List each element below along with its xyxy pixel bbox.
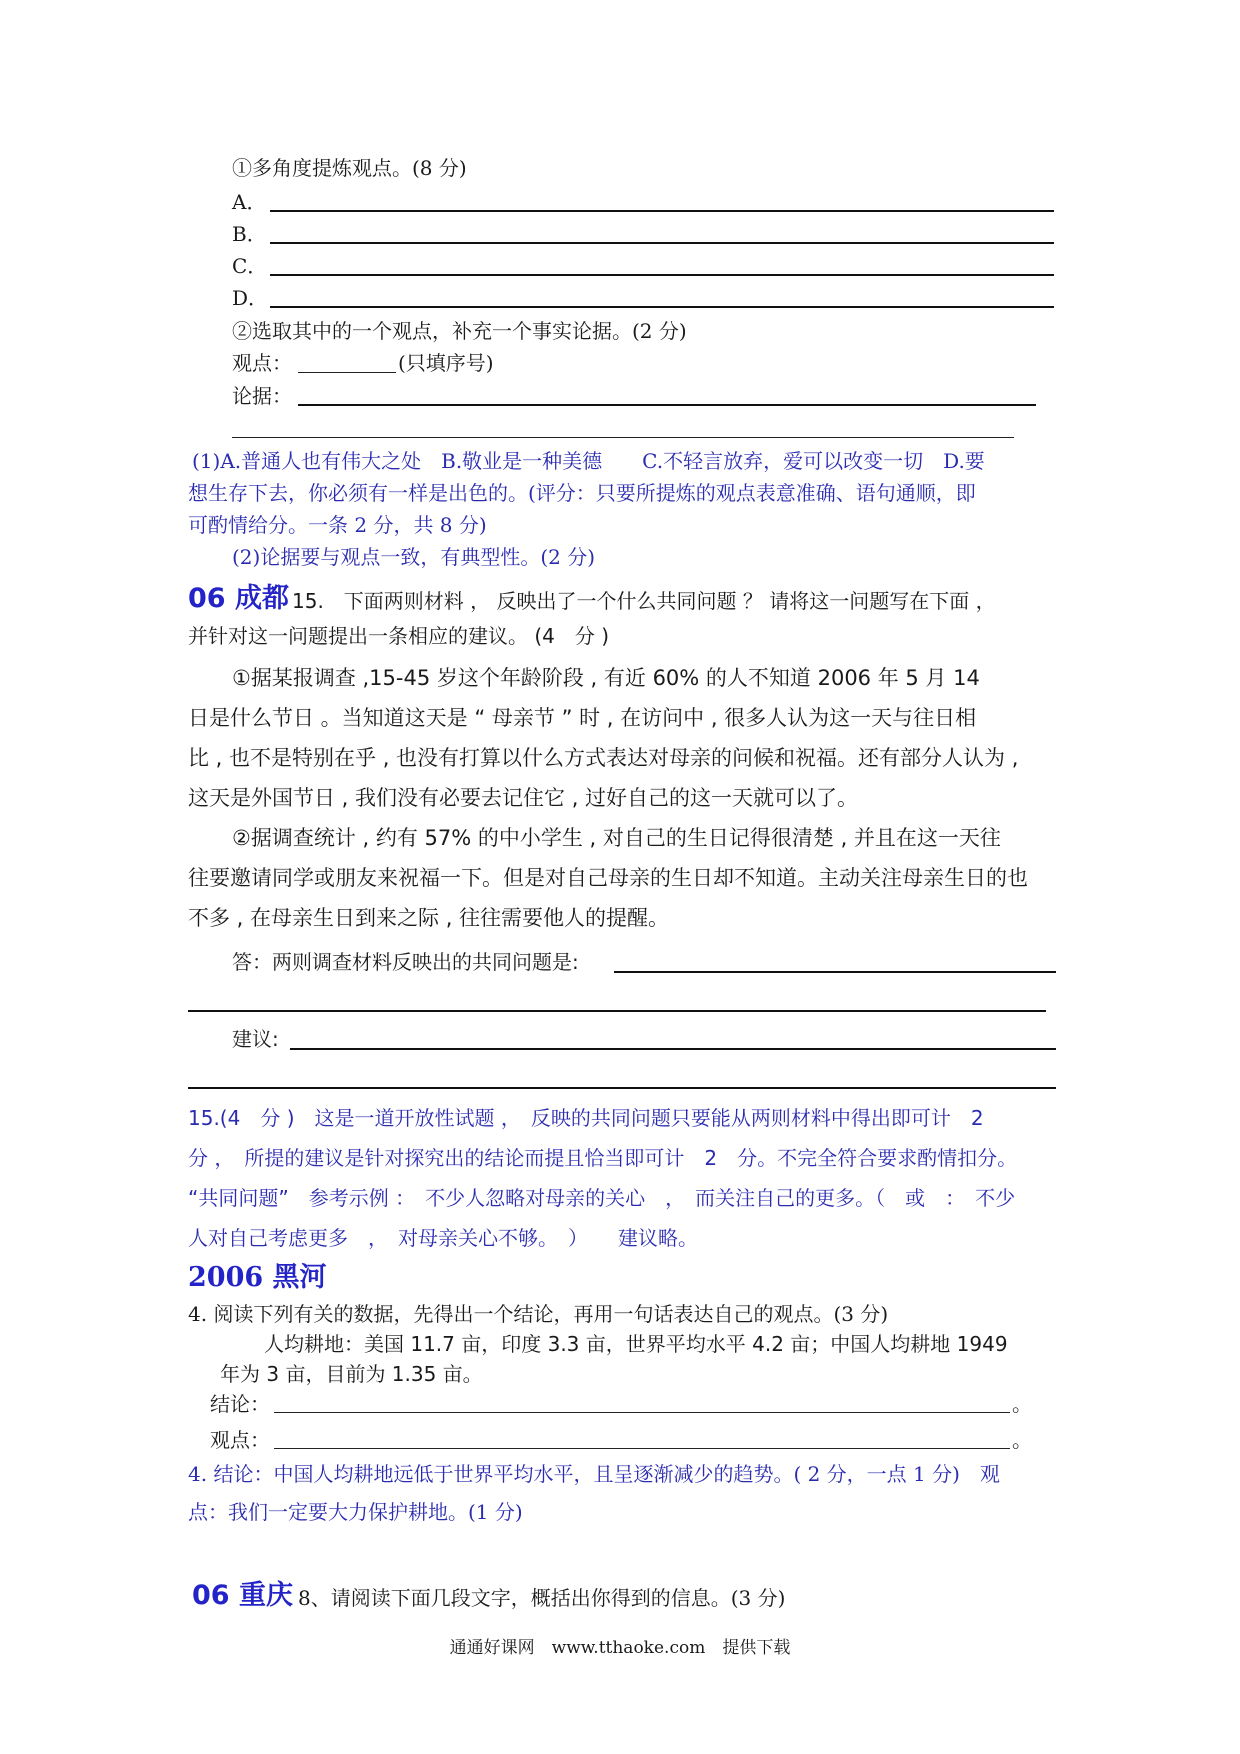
option-d-label: D． [232, 286, 269, 310]
chongqing-section-tag: 06 重庆 [192, 1580, 293, 1611]
suggestion-line-2 [188, 1087, 1056, 1089]
conclusion-line [274, 1412, 1010, 1413]
evidence-line-2 [232, 437, 1014, 438]
suggestion-line-1 [290, 1048, 1056, 1050]
answer-top-line-3: 可酌情给分。一条 2 分，共 8 分) [188, 513, 487, 537]
viewpoint-hint: (只填序号) [398, 351, 494, 375]
conclusion-period: 。 [1012, 1392, 1032, 1416]
option-c-label: C． [232, 254, 268, 278]
heihe-data-line-1: 人均耕地：美国 11.7 亩，印度 3.3 亩，世界平均水平 4.2 亩；中国人均耕地 1949 [264, 1332, 1008, 1356]
heihe-data-line-2: 年为 3 亩，目前为 1.35 亩。 [220, 1362, 483, 1386]
answer-top-line-2: 想生存下去，你必须有一样是出色的。(评分：只要所提炼的观点表意准确、语句通顺，即 [188, 481, 976, 505]
chengdu-answer-line-2: 分 ， 所提的建议是针对探究出的结论而提且恰当即可计 2 分。不完全符合要求酌情扣分。 [188, 1146, 1018, 1170]
answer-line-b [270, 242, 1054, 244]
answer-top-line-1: (1)A.普通人也有伟大之处 B.敬业是一种美德 C.不轻言放弃，爱可以改变一切 D.要 [192, 449, 985, 473]
chengdu-answer-line-1: 15.(4 分 ) 这是一道开放性试题 ， 反映的共同问题只要能从两则材料中得出即可计 2 [188, 1106, 984, 1130]
heihe-answer-line-2: 点：我们一定要大力保护耕地。(1 分) [188, 1500, 523, 1524]
material2-line-2: 往要邀请同学或朋友来祝福一下。但是对自己母亲的生日却不知道。主动关注母亲生日的也 [188, 866, 1028, 890]
page-footer: 通通好课网 www.tthaoke.com 提供下载 [449, 1638, 791, 1658]
answer-line-a [270, 210, 1054, 212]
heihe-question: 4. 阅读下列有关的数据，先得出一个结论，再用一句话表达自己的观点。(3 分) [188, 1302, 889, 1326]
answer-line-d [270, 306, 1054, 308]
answer-top-line-4: (2)论据要与观点一致，有典型性。(2 分) [232, 545, 596, 569]
view-line [274, 1448, 1010, 1449]
part2-title: ②选取其中的一个观点，补充一个事实论据。(2 分) [232, 319, 687, 343]
chongqing-question: 8、请阅读下面几段文字，概括出你得到的信息。(3 分) [298, 1586, 786, 1610]
viewpoint-blank [298, 372, 396, 373]
material2-line-1: ②据调查统计 , 约有 57% 的中小学生 , 对自己的生日记得很清楚 , 并且在这一天往 [232, 826, 1001, 850]
material1-line-1: ①据某报调查 ,15-45 岁这个年龄阶段 , 有近 60% 的人不知道 2006 年 5 月 14 [232, 666, 980, 690]
evidence-label: 论据： [232, 384, 292, 408]
chengdu-question-line-1: 15. 下面两则材料 ， 反映出了一个什么共同问题 ？ 请将这一问题写在下面 ， [292, 589, 996, 613]
evidence-line-1 [298, 404, 1036, 406]
heihe-answer-line-1: 4. 结论：中国人均耕地远低于世界平均水平，且呈逐渐减少的趋势。( 2 分，一点 1 分) 观 [188, 1462, 1000, 1486]
material1-line-4: 这天是外国节日 , 我们没有必要去记住它 , 过好自己的这一天就可以了。 [188, 786, 859, 810]
chengdu-answer-line-4: 人对自己考虑更多 ， 对母亲关心不够。 ） 建议略。 [188, 1226, 698, 1250]
chengdu-section-tag: 06 成都 [188, 583, 289, 614]
conclusion-label: 结论： [210, 1392, 270, 1416]
view-period: 。 [1012, 1428, 1032, 1452]
material2-line-3: 不多 , 在母亲生日到来之际 , 往往需要他人的提醒。 [188, 906, 670, 930]
suggestion-label: 建议: [232, 1027, 279, 1051]
common-problem-line-1 [614, 971, 1056, 973]
material1-line-3: 比 , 也不是特别在乎 , 也没有打算以什么方式表达对母亲的问候和祝福。还有部分人认为 , [188, 746, 1019, 770]
chengdu-question-line-2: 并针对这一问题提出一条相应的建议。 (4 分 ) [188, 624, 610, 648]
common-problem-label: 答：两则调查材料反映出的共同问题是: [232, 950, 579, 974]
part1-title: ①多角度提炼观点。(8 分) [232, 156, 467, 180]
option-b-label: B． [232, 222, 267, 246]
answer-line-c [270, 274, 1054, 276]
material1-line-2: 日是什么节日 。当知道这天是 “ 母亲节 ” 时 , 在访问中 , 很多人认为这一天与往日相 [188, 706, 977, 730]
viewpoint-label: 观点： [232, 351, 292, 375]
common-problem-line-2 [188, 1010, 1046, 1012]
option-a-label: A． [232, 190, 267, 214]
heihe-section-tag: 2006 黑河 [188, 1262, 327, 1293]
view-label: 观点： [210, 1428, 270, 1452]
chengdu-answer-line-3: “共同问题” 参考示例 ： 不少人忽略对母亲的关心 ， 而关注自己的更多。（ 或 ： 不少 [188, 1186, 1016, 1210]
